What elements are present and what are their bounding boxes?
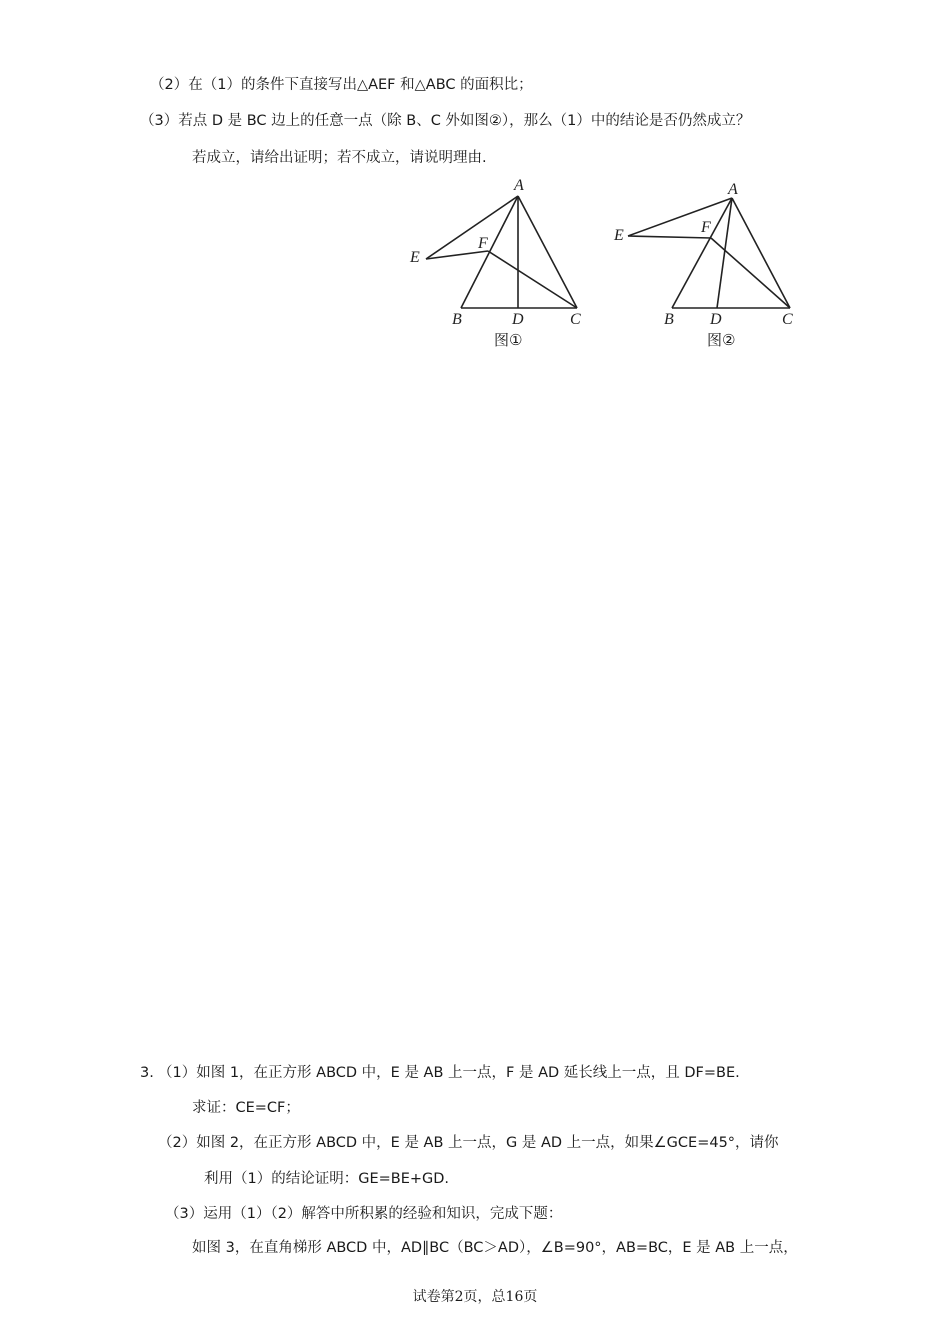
label-f: F bbox=[478, 235, 488, 252]
label-e: E bbox=[410, 249, 420, 266]
segment-ac bbox=[518, 196, 577, 308]
segment-ad bbox=[717, 198, 732, 308]
label-d: D bbox=[512, 311, 524, 328]
question-3-part-3: （3）运用（1）（2）解答中所积累的经验和知识，完成下题： bbox=[165, 1206, 563, 1222]
label-b: B bbox=[664, 311, 674, 328]
segment-ab bbox=[672, 198, 732, 308]
figure-2-diagram bbox=[610, 180, 810, 330]
label-a: A bbox=[728, 181, 738, 198]
label-b: B bbox=[452, 311, 462, 328]
figure-2-caption: 图② bbox=[707, 331, 736, 349]
question-3-number: 3. bbox=[140, 1065, 154, 1081]
question-2-part-2: （2）在（1）的条件下直接写出△AEF 和△ABC 的面积比； bbox=[150, 77, 533, 93]
segment-ae bbox=[628, 198, 732, 236]
question-3-part-2: （2）如图 2，在正方形 ABCD 中，E 是 AB 上一点，G 是 AD 上一点，如果∠GCE=45°，请你 bbox=[158, 1135, 779, 1151]
label-d: D bbox=[710, 311, 722, 328]
figure-1-diagram bbox=[400, 178, 590, 328]
question-3-part-1: （1）如图 1，在正方形 ABCD 中，E 是 AB 上一点，F 是 AD 延长线上一点，且 DF=BE. bbox=[158, 1065, 740, 1081]
question-2-part-3: （3）若点 D 是 BC 边上的任意一点（除 B、C 外如图②），那么（1）中的结论是否仍然成立？ bbox=[140, 113, 751, 129]
question-3-part-1-prove: 求证：CE=CF； bbox=[192, 1100, 300, 1116]
label-e: E bbox=[614, 227, 624, 244]
segment-ae bbox=[426, 196, 518, 259]
page-footer: 试卷第2页，总16页 bbox=[412, 1289, 538, 1305]
segment-ef bbox=[628, 236, 711, 238]
label-c: C bbox=[570, 311, 581, 328]
question-2-part-3-continued: 若成立，请给出证明；若不成立，请说明理由. bbox=[192, 150, 487, 166]
label-c: C bbox=[782, 311, 793, 328]
question-3-part-3-continued: 如图 3，在直角梯形 ABCD 中，AD∥BC（BC＞AD），∠B=90°，AB=BC，E 是 AB 上一点， bbox=[192, 1240, 798, 1256]
label-a: A bbox=[514, 177, 524, 194]
question-3-part-2-continued: 利用（1）的结论证明：GE=BE+GD. bbox=[204, 1171, 450, 1187]
figure-1-caption: 图① bbox=[494, 331, 523, 349]
segment-fc bbox=[488, 251, 577, 308]
segment-fc bbox=[711, 238, 790, 308]
label-f: F bbox=[701, 219, 711, 236]
segment-ac bbox=[732, 198, 790, 308]
